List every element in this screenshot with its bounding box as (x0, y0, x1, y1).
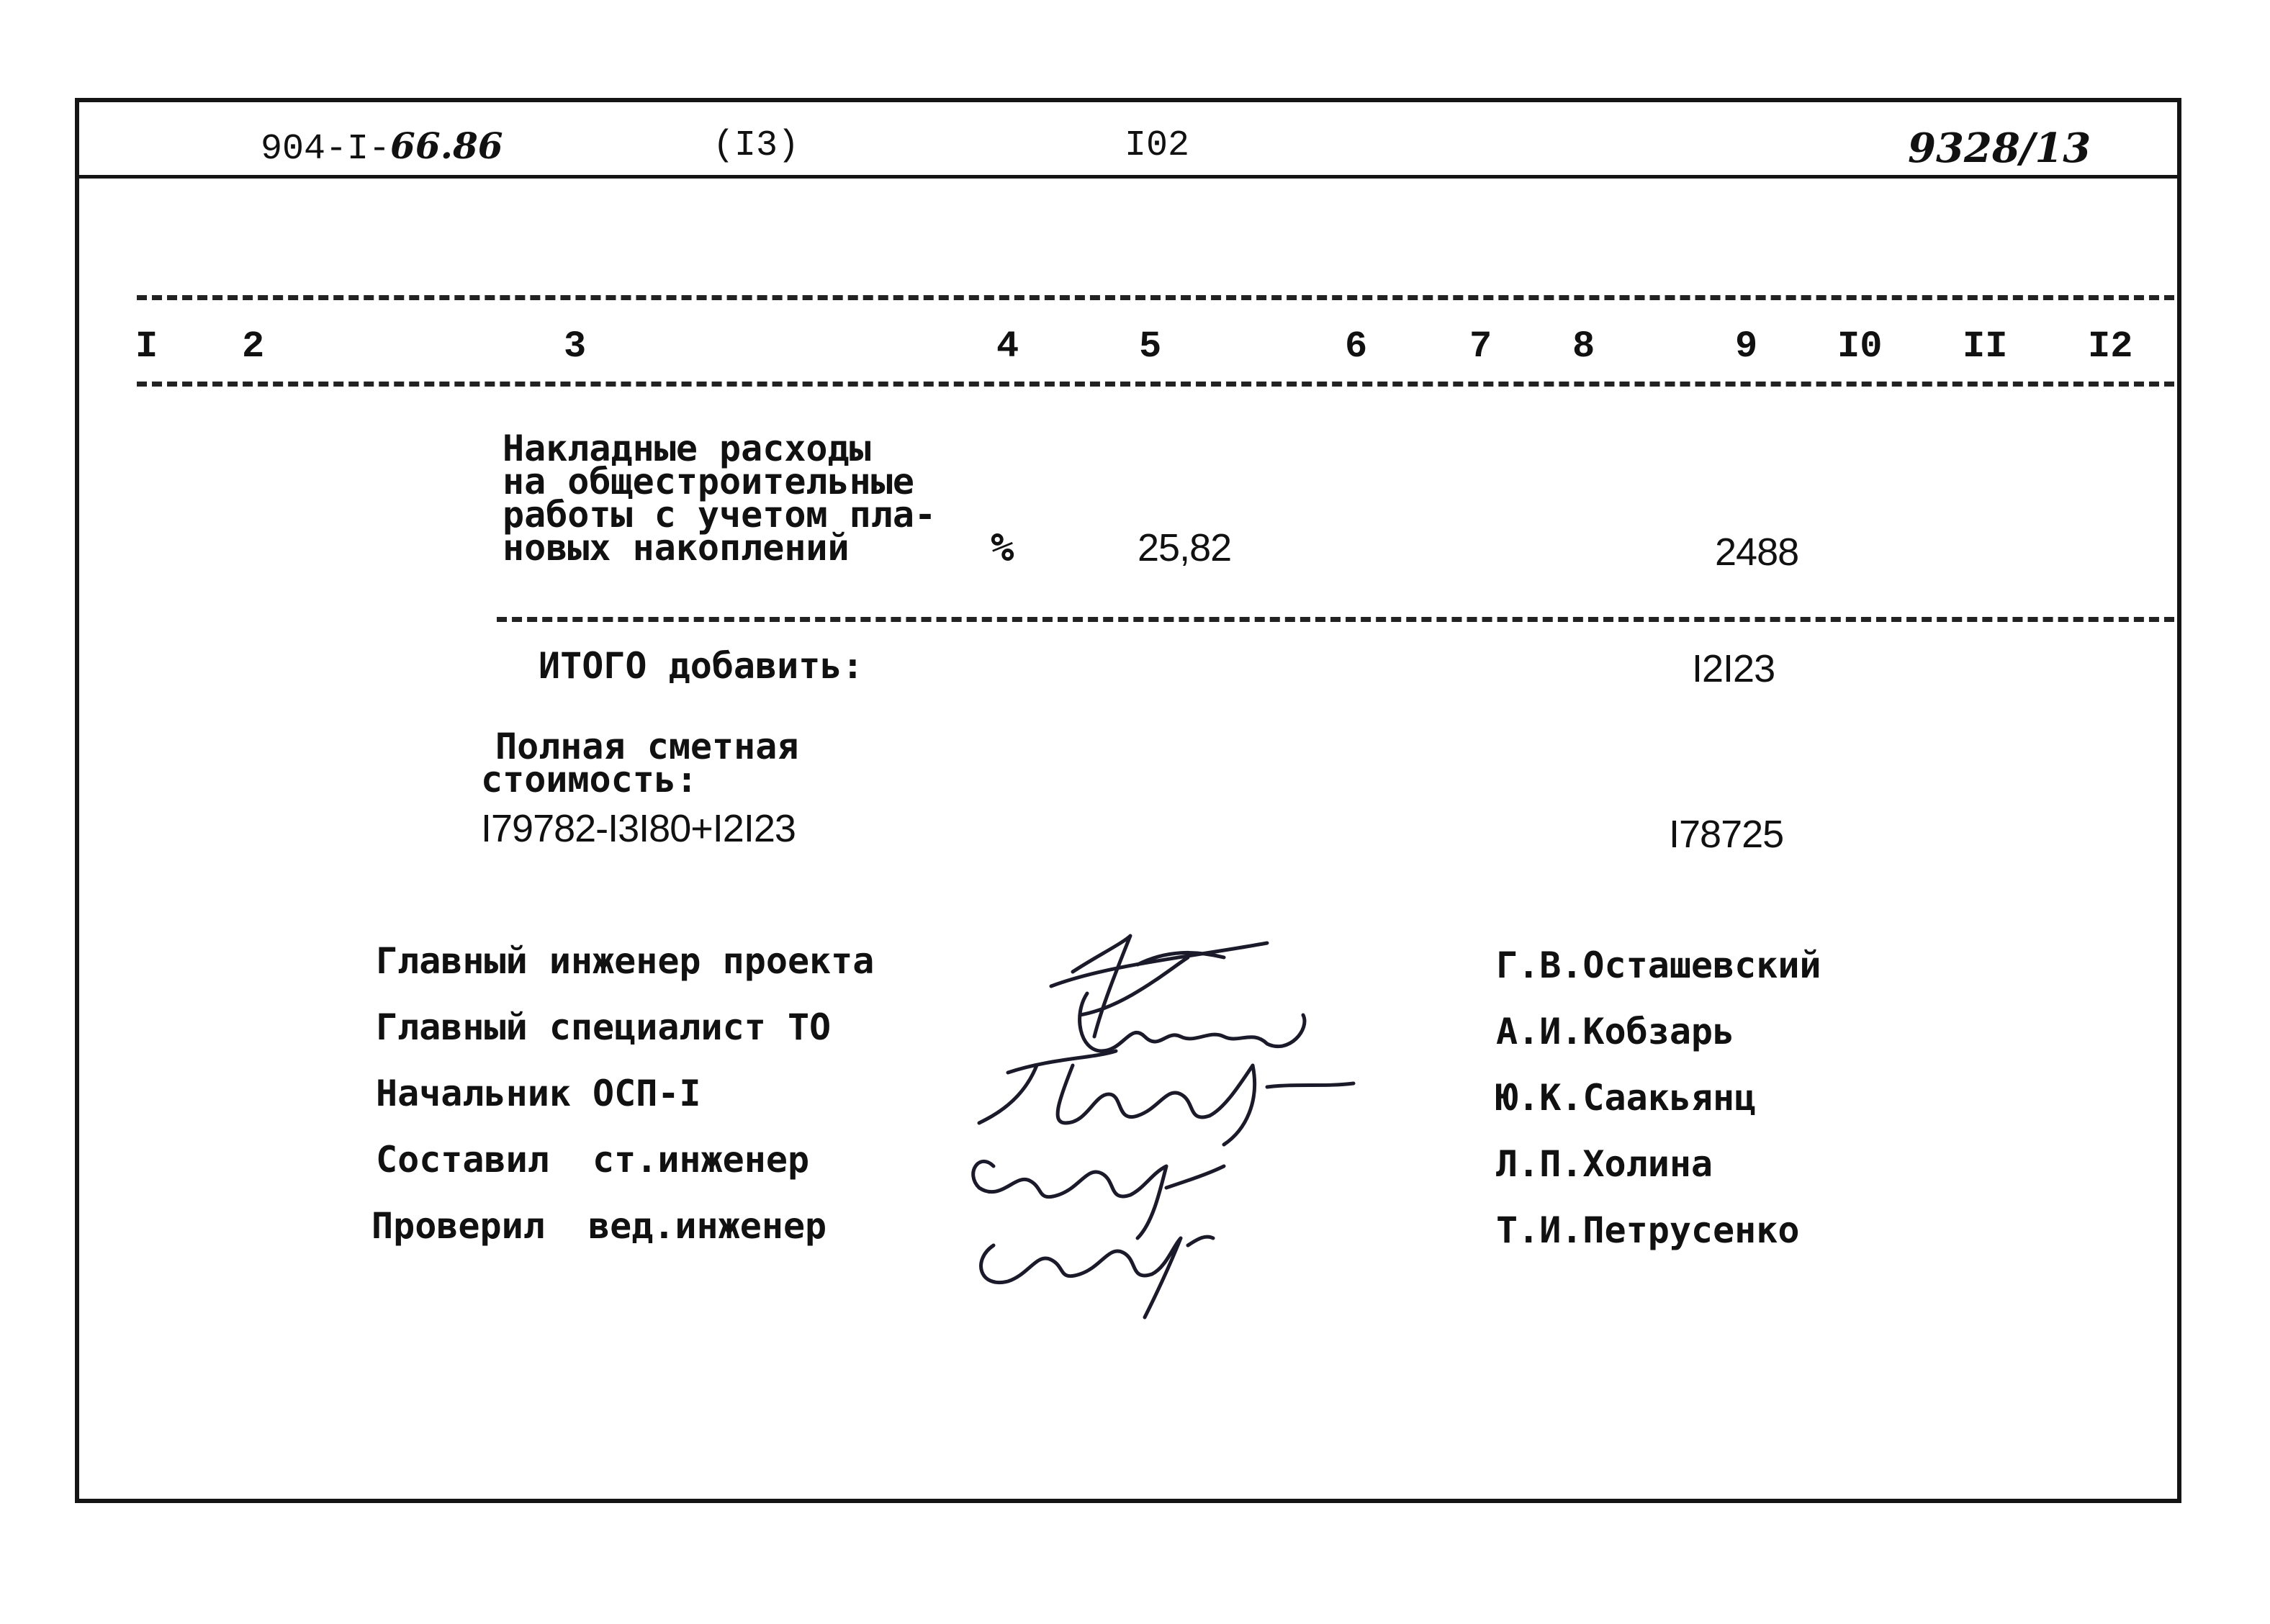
column-number: 7 (1469, 325, 1492, 368)
doc-code-printed: 904-I- (261, 129, 391, 170)
overhead-unit: % (991, 525, 1014, 570)
signatory-name: Ю.К.Саакьянц (1496, 1077, 1757, 1119)
signatory-role: Главный специалист ТО (376, 1006, 832, 1048)
doc-code (261, 125, 503, 170)
column-number: 6 (1345, 325, 1368, 368)
column-number: I2 (2088, 325, 2133, 368)
column-number: 5 (1139, 325, 1162, 368)
column-number: 3 (564, 325, 587, 368)
column-band-top-rule (137, 295, 2174, 300)
column-number: I (135, 325, 158, 368)
archive-number: 9328/13 (1908, 125, 2091, 172)
column-band-bottom-rule (137, 382, 2174, 387)
header-divider (75, 175, 2181, 179)
overhead-rate: 25,82 (1138, 526, 1232, 569)
overhead-sum: 2488 (1715, 531, 1799, 574)
signatory-name: А.И.Кобзарь (1496, 1011, 1735, 1052)
column-number: 2 (242, 325, 265, 368)
signatory-role: Проверил вед.инженер (371, 1205, 827, 1247)
column-number: II (1963, 325, 2008, 368)
signature-stroke (1051, 936, 1267, 1037)
column-number: 9 (1735, 325, 1758, 368)
full-cost-line: стоимость: (481, 759, 698, 800)
total-add-sum: I2I23 (1692, 647, 1775, 690)
page-number: I02 (1125, 125, 1190, 166)
full-cost-formula: I79782-I3I80+I2I23 (481, 807, 796, 850)
signatory-role: Главный инженер проекта (376, 940, 875, 982)
total-add-label: ИТОГО добавить: (539, 645, 864, 687)
signatory-role: Начальник ОСП-I (376, 1073, 701, 1114)
column-number: 8 (1572, 325, 1595, 368)
overhead-line: Накладные расходы (503, 428, 871, 469)
signature-stroke (979, 1051, 1354, 1145)
part-number: (I3) (713, 125, 800, 166)
full-cost-line: Полная сметная (495, 726, 799, 767)
overhead-line: работы с учетом пла- (503, 494, 937, 536)
signatory-name: Т.И.Петрусенко (1496, 1209, 1800, 1251)
full-cost-sum: I78725 (1669, 813, 1784, 856)
section-rule (497, 617, 2174, 622)
signature-stroke (1080, 993, 1305, 1051)
handwritten-signatures (950, 929, 1382, 1303)
overhead-line: на общестроительные (503, 461, 914, 502)
signature-stroke (973, 1161, 1224, 1238)
signatory-role: Составил ст.инженер (376, 1139, 810, 1181)
column-number: 4 (996, 325, 1019, 368)
signatory-name: Л.П.Холина (1496, 1143, 1713, 1185)
signatory-name: Г.В.Осташевский (1496, 944, 1821, 986)
column-number: I0 (1837, 325, 1883, 368)
doc-code-handwritten: 66.86 (390, 125, 503, 167)
overhead-line: новых накоплений (503, 527, 850, 569)
